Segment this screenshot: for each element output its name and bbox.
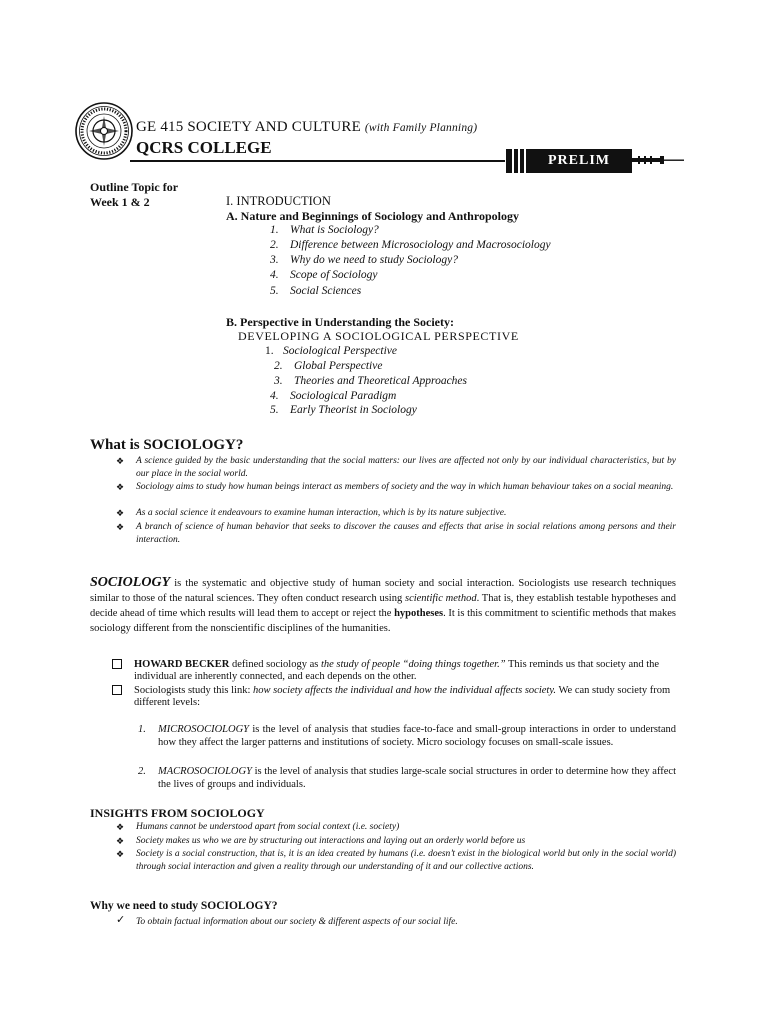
square-bullet-icon <box>112 685 122 695</box>
section-introduction: I. INTRODUCTION <box>226 194 331 208</box>
why-heading: Why we need to study SOCIOLOGY? <box>90 900 278 912</box>
diamond-bullet-icon: ❖ <box>116 456 125 466</box>
college-name: QCRS COLLEGE <box>136 138 272 157</box>
list-item: Sociologists study this link: how society affects the individual and how the individual affects society. We can study society from different levels: <box>112 685 678 709</box>
diamond-bullet-icon: ❖ <box>116 849 125 859</box>
section-b-subheading: DEVELOPING A SOCIOLOGICAL PERSPECTIVE <box>238 329 519 343</box>
list-item: 4. Scope of Sociology <box>270 269 378 281</box>
outline-label: Outline Topic for Week 1 & 2 <box>90 180 179 209</box>
course-title: GE 415 SOCIETY AND CULTURE (with Family Planning) <box>136 119 478 135</box>
needle-ornament <box>632 155 684 165</box>
header-rule <box>130 160 505 162</box>
list-item: ❖ Sociology aims to study how human beings interact as members of society and the way in which human behaviour takes on a social meaning. <box>116 482 674 492</box>
insights-heading: INSIGHTS FROM SOCIOLOGY <box>90 806 265 820</box>
list-item: 3. Why do we need to study Sociology? <box>270 254 458 266</box>
list-item: 5. Social Sciences <box>270 285 362 297</box>
what-is-heading: What is SOCIOLOGY? <box>90 437 244 453</box>
list-item: ✓ To obtain factual information about our society & different aspects of our social life. <box>116 914 458 927</box>
course-note: (with Family Planning) <box>364 122 478 134</box>
list-item: 5. Early Theorist in Sociology <box>270 404 417 416</box>
term-badge-label: PRELIM <box>548 153 610 168</box>
list-item: 2. Difference between Microsociology and Macrosociology <box>270 239 551 251</box>
list-item: ❖ A science guided by the basic understanding that the social matters: our lives are affected not only by our individual characteristics, but by our place in the social world. <box>116 456 676 479</box>
list-item: 4. Sociological Paradigm <box>270 390 397 402</box>
diamond-bullet-icon: ❖ <box>116 836 125 846</box>
diamond-bullet-icon: ❖ <box>116 508 125 518</box>
list-item: 1. MICROSOCIOLOGY is the level of analysis that studies face-to-face and small-group interactions in order to understand how they affect the larger patterns and institutions of society. Micro sociology focuses on small-scale issues. <box>138 724 676 748</box>
section-b-heading: B. Perspective in Understanding the Society: <box>226 315 454 329</box>
list-item: 1. What is Sociology? <box>270 224 379 236</box>
diamond-bullet-icon: ❖ <box>116 822 125 832</box>
term-badge <box>506 149 632 173</box>
list-item: 2. MACROSOCIOLOGY is the level of analysis that studies large-scale social structures in order to determine how they affect the lives of groups and individuals. <box>138 766 676 790</box>
sociology-definition-paragraph: SOCIOLOGY is the systematic and objective study of human society and social interaction. Sociologists use research techniques similar to those of the natural sciences. They often conduct research using scientific method. That is, they establish testable hypotheses and decide ahead of time which results will lead them to accept or reject the hypotheses. It is this commitment to scientific methods that makes sociology different from the nonscientific disciplines of the humanities. <box>90 575 676 634</box>
college-seal-logo <box>75 102 133 160</box>
list-item: 1. Sociological Perspective <box>265 345 398 357</box>
square-bullet-icon <box>112 659 122 669</box>
checkmark-icon: ✓ <box>116 914 126 926</box>
list-item: ❖ A branch of science of human behavior that seeks to discover the causes and effects that arise in social relations among persons and their interaction. <box>116 522 676 545</box>
list-item: 2. Global Perspective <box>274 360 383 372</box>
diamond-bullet-icon: ❖ <box>116 522 125 532</box>
list-item: ❖ Humans cannot be understood apart from social context (i.e. society) <box>116 822 400 832</box>
list-item: HOWARD BECKER defined sociology as the study of people “doing things together.” This reminds us that society and the individual are inherently connected, and each depends on the other. <box>112 659 678 683</box>
list-item: 3. Theories and Theoretical Approaches <box>274 375 468 387</box>
section-a-heading: A. Nature and Beginnings of Sociology and Anthropology <box>226 209 519 223</box>
list-item: ❖ Society makes us who we are by structuring out interactions and laying out an orderly world before us <box>116 836 526 846</box>
diamond-bullet-icon: ❖ <box>116 482 125 492</box>
list-item: ❖ As a social science it endeavours to examine human interaction, which is by its nature subjective. <box>116 508 507 518</box>
list-item: ❖ Society is a social construction, that is, it is an idea created by humans (i.e. doesn’t exist in the biological world but only in the social world) through social interaction and given a reality through our understanding of it and our collective actions. <box>116 849 676 872</box>
